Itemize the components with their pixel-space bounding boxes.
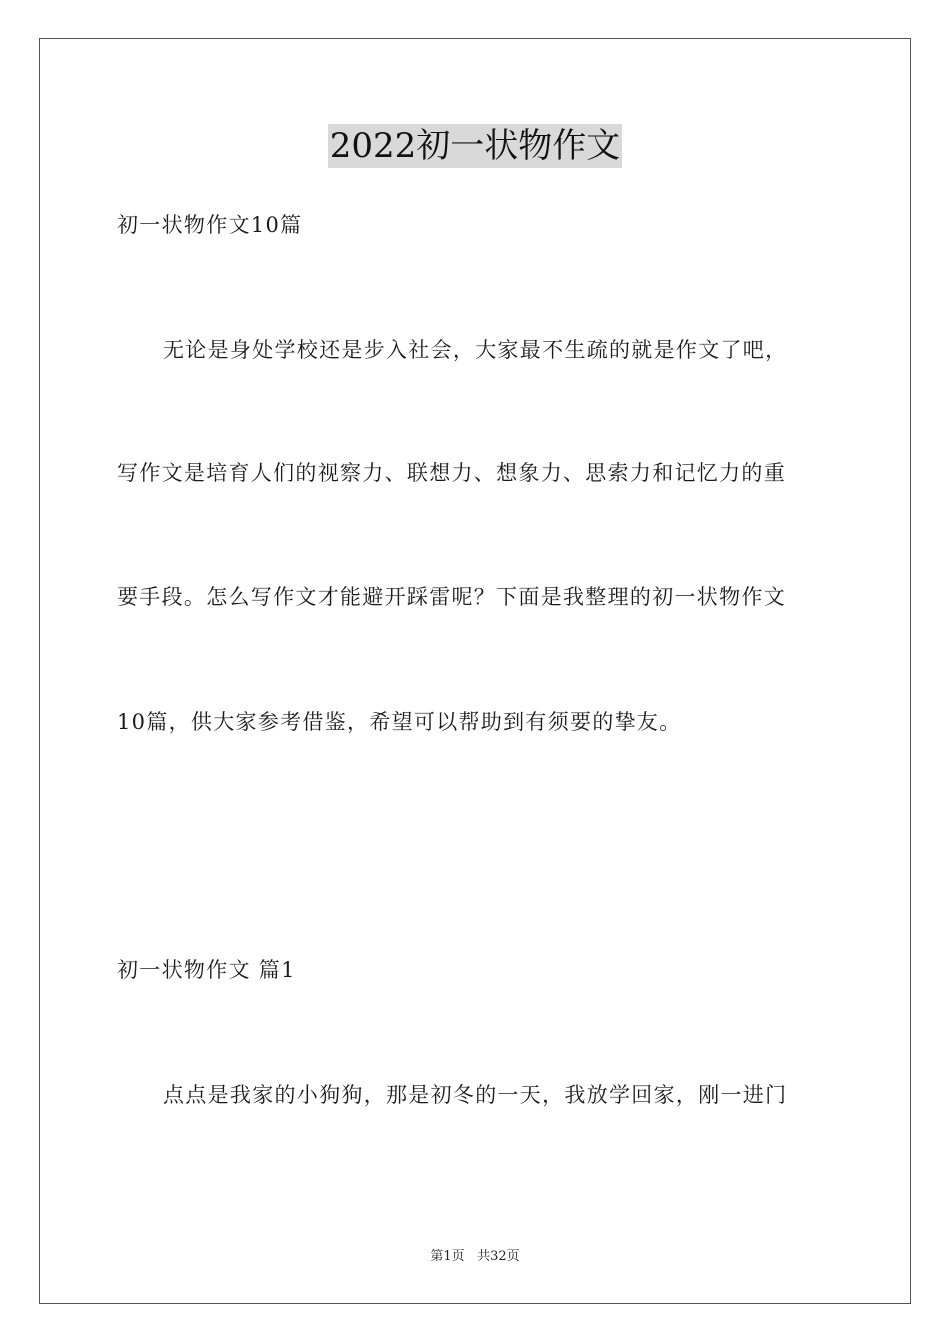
- intro-line-1: 无论是身处学校还是步入社会，大家最不生疏的就是作文了吧，: [163, 338, 788, 362]
- page-total: 共32页: [477, 1249, 520, 1264]
- page-footer: [0, 1248, 950, 1266]
- intro-line-4: 10篇，供大家参考借鉴，希望可以帮助到有须要的挚友。: [117, 710, 682, 734]
- intro-line-2: 写作文是培育人们的视察力、联想力、想象力、思索力和记忆力的重: [117, 461, 786, 485]
- document-subtitle: 初一状物作文10篇: [117, 213, 303, 237]
- page-number: 第1页: [430, 1249, 465, 1264]
- section-line-1: 点点是我家的小狗狗，那是初冬的一天，我放学回家，刚一进门: [163, 1083, 788, 1107]
- intro-line-3: 要手段。怎么写作文才能避开踩雷呢？下面是我整理的初一状物作文: [117, 585, 786, 609]
- document-title: 2022初一状物作文: [329, 126, 621, 166]
- title-container: [0, 124, 950, 168]
- section-heading: 初一状物作文 篇1: [117, 958, 296, 982]
